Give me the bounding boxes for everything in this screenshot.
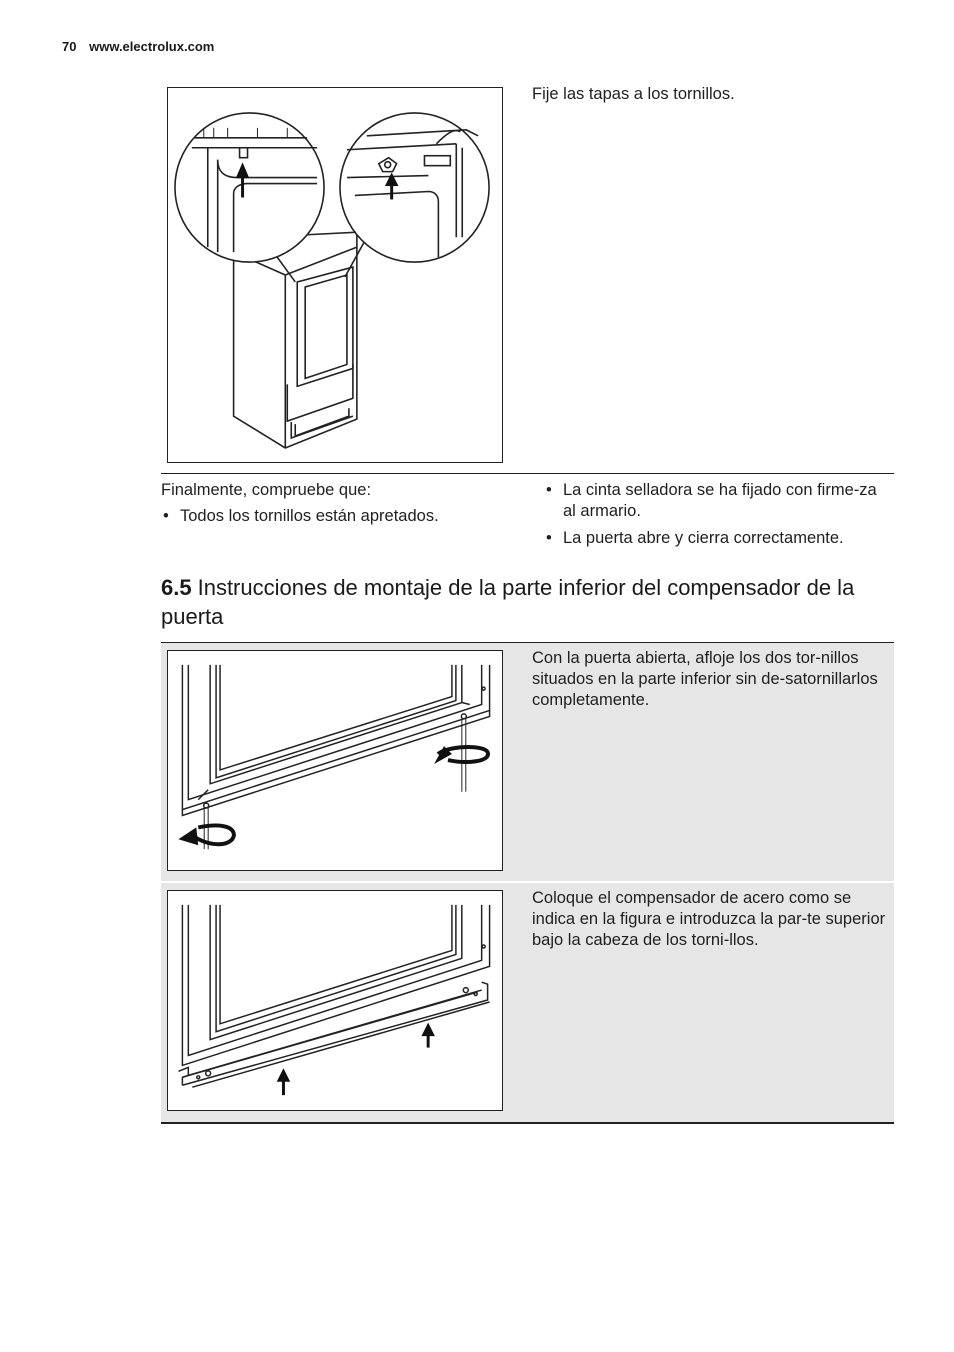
section-number: 6.5 bbox=[161, 575, 192, 600]
divider bbox=[161, 1122, 894, 1124]
divider bbox=[161, 473, 894, 474]
figure-cabinet-caps bbox=[167, 87, 503, 463]
page-header bbox=[62, 39, 214, 54]
cabinet-illustration bbox=[168, 88, 502, 462]
section-heading bbox=[161, 573, 891, 631]
section-title: Instrucciones de montaje de la parte inferior del compensador de la puerta bbox=[161, 575, 855, 629]
compensator-illustration bbox=[168, 891, 502, 1110]
step2-text: Con la puerta abierta, afloje los dos tor-nillos situados en la parte inferior sin de-satornillarlos completamente. bbox=[532, 649, 878, 709]
figure-place-compensator bbox=[167, 890, 503, 1111]
check-right-column bbox=[544, 480, 894, 549]
check-intro: Finalmente, compruebe que: bbox=[161, 481, 372, 499]
step1-text: Fije las tapas a los tornillos. bbox=[532, 85, 735, 103]
check-item: • La cinta selladora se ha fijado con firme-za al armario. bbox=[544, 480, 894, 522]
door-bottom-illustration bbox=[168, 651, 502, 870]
page-number: 70 bbox=[62, 39, 77, 54]
check-item: • Todos los tornillos están apretados. bbox=[161, 506, 521, 527]
step3-text: Coloque el compensador de acero como se indica en la figura e introduzca la par-te superior bajo la cabeza de los torni-llos. bbox=[532, 889, 886, 949]
figure-loosen-screws bbox=[167, 650, 503, 871]
check-item: • La puerta abre y cierra correctamente. bbox=[544, 528, 894, 549]
website-link[interactable]: www.electrolux.com bbox=[89, 39, 215, 54]
check-left-column bbox=[161, 480, 521, 527]
